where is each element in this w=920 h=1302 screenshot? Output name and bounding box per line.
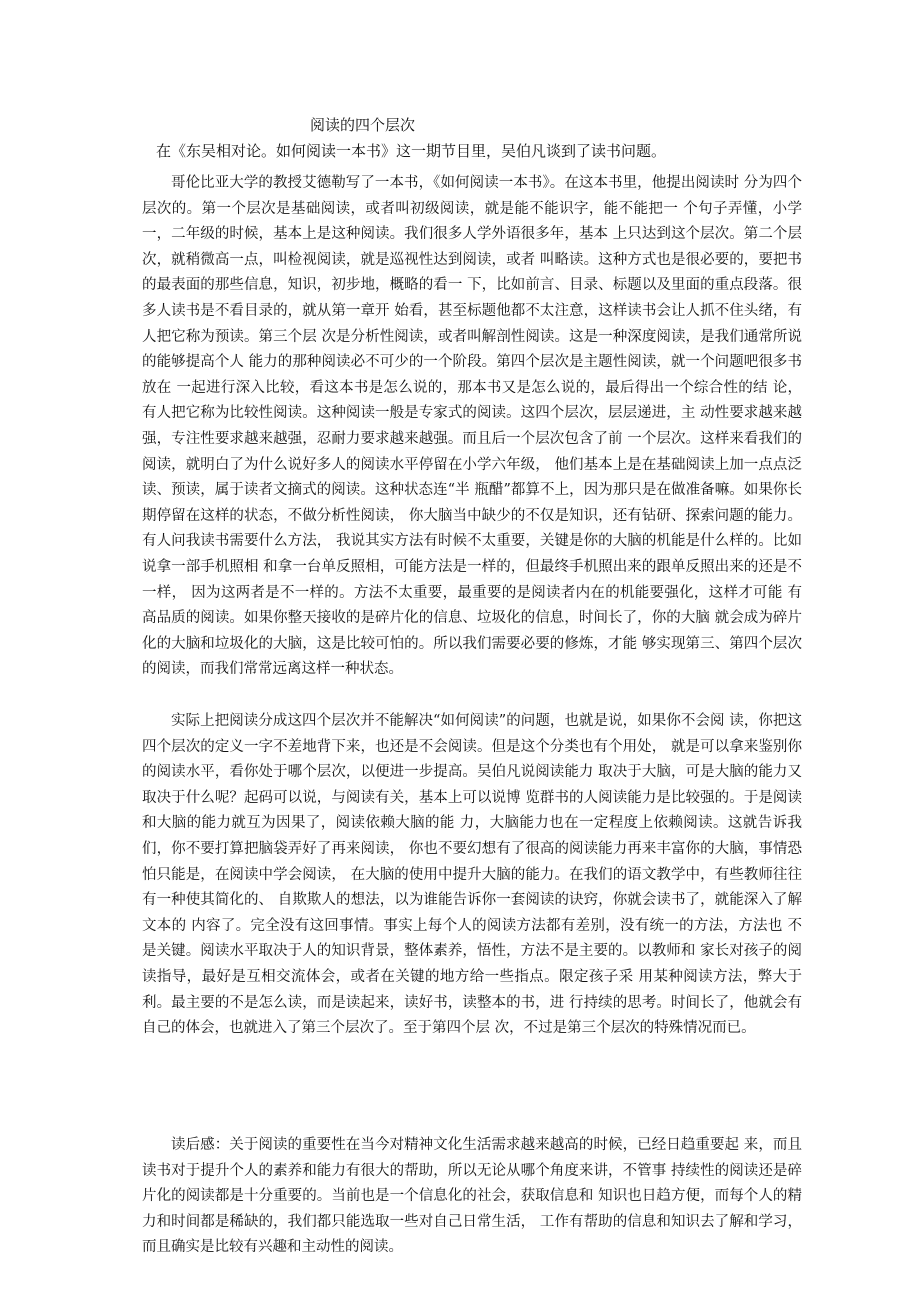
body-paragraph-2: 实际上把阅读分成这四个层次并不能解决“如何阅读”的问题，也就是说，如果你不会阅 读，你把这四个层次的定义一字不差地背下来，也还是不会阅读。但是这个分类也有个用处， 就是可以拿来鉴别你的阅读水平，看你处于哪个层次，以便进一步提高。吴伯凡说阅读能力 取决于大脑，可是大脑的能力又取决于什么呢？起码可以说，与阅读有关，基本上可以说博 览群书的人阅读能力是比较强的。于是阅读和大脑的能力就互为因果了，阅读依赖大脑的能 力，大脑能力也在一定程度上依赖阅读。这就告诉我们，你不要打算把脑袋弄好了再来阅读， 你也不要幻想有了很高的阅读能力再来丰富你的大脑，事情恐怕只能是，在阅读中学会阅读， 在大脑的使用中提升大脑的能力。在我们的语文教学中，有些教师往往有一种使其简化的、 自欺欺人的想法，以为谁能告诉你一套阅读的诀窍，你就会读书了，就能深入了解文本的 内容了。完全没有这回事情。事实上每个人的阅读方法都有差别，没有统一的方法，方法也 不是关键。阅读水平取决于人的知识背景，整体素养，悟性，方法不是主要的。以教师和 家长对孩子的阅读指导，最好是互相交流体会，或者在关键的地方给一些指点。限定孩子采 用某种阅读方法，弊大于利。最主要的不是怎么读，而是读起来，读好书，读整本的书，进 行持续的思考。时间长了，他就会有自己的体会，也就进入了第三个层次了。至于第四个层 次，不过是第三个层次的特殊情况而已。 <box>142 713 802 1037</box>
document-title: 阅读的四个层次 <box>310 116 416 134</box>
reflection-paragraph: 读后感：关于阅读的重要性在当今对精神文化生活需求越来越高的时候，已经日趋重要起 来，而且读书对于提升个人的素养和能力有很大的帮助，所以无论从哪个角度来讲，不管事 持续性的阅读还是碎片化的阅读都是十分重要的。当前也是一个信息化的社会，获取信息和 知识也日趋方便，而每个人的精力和时间都是稀缺的，我们都只能选取一些对自己日常生活， 工作有帮助的信息和知识去了解和学习，而且确实是比较有兴趣和主动性的阅读。 <box>142 1137 802 1256</box>
body-paragraph-1: 哥伦比亚大学的教授艾德勒写了一本书，《如何阅读一本书》。在这本书里，他提出阅读时 分为四个层次的。第一个层次是基础阅读，或者叫初级阅读，就是能不能识字，能不能把一 个句子弄懂，小学一，二年级的时候，基本上是这种阅读。我们很多人学外语很多年，基本 上只达到这个层次。第二个层次，就稍微高一点，叫检视阅读，就是巡视性达到阅读，或者 叫略读。这种方式也是很必要的，要把书的最表面的那些信息，知识，初步地，概略的看一 下，比如前言、目录、标题以及里面的重点段落。很多人读书是不看目录的，就从第一章开 始看，甚至标题他都不太注意，这样读书会让人抓不住头绪，有人把它称为预读。第三个层 次是分析性阅读，或者叫解剖性阅读。这是一种深度阅读，是我们通常所说的能够提高个人 能力的那种阅读必不可少的一个阶段。第四个层次是主题性阅读，就一个问题吧很多书放在 一起进行深入比较，看这本书是怎么说的，那本书又是怎么说的，最后得出一个综合性的结 论，有人把它称为比较性阅读。这种阅读一般是专家式的阅读。这四个层次，层层递进，主 动性要求越来越强，专注性要求越来越强，忍耐力要求越来越强。而且后一个层次包含了前 一个层次。这样来看我们的阅读，就明白了为什么说好多人的阅读水平停留在小学六年级， 他们基本上是在基础阅读上加一点点泛读、预读，属于读者文摘式的阅读。这种状态连“半 瓶醋”都算不上，因为那只是在做准备嘛。如果你长期停留在这样的状态，不做分析性阅读， 你大脑当中缺少的不仅是知识，还有钻研、探索问题的能力。有人问我读书需要什么方法， 我说其实方法有时候不太重要，关键是你的大脑的机能是什么样的。比如说拿一部手机照相 和拿一台单反照相，可能方法是一样的，但最终手机照出来的跟单反照出来的还是不一样， 因为这两者是不一样的。方法不太重要，最重要的是阅读者内在的机能要强化，这样才可能 有高品质的阅读。如果你整天接收的是碎片化的信息、垃圾化的信息，时间长了，你的大脑 就会成为碎片化的大脑和垃圾化的大脑，这是比较可怕的。所以我们需要必要的修炼，才能 够实现第三、第四个层次的阅读，而我们常常远离这样一种状态。 <box>142 175 802 678</box>
intro-line: 在《东吴相对论。如何阅读一本书》这一期节目里，吴伯凡谈到了读书问题。 <box>156 142 667 160</box>
